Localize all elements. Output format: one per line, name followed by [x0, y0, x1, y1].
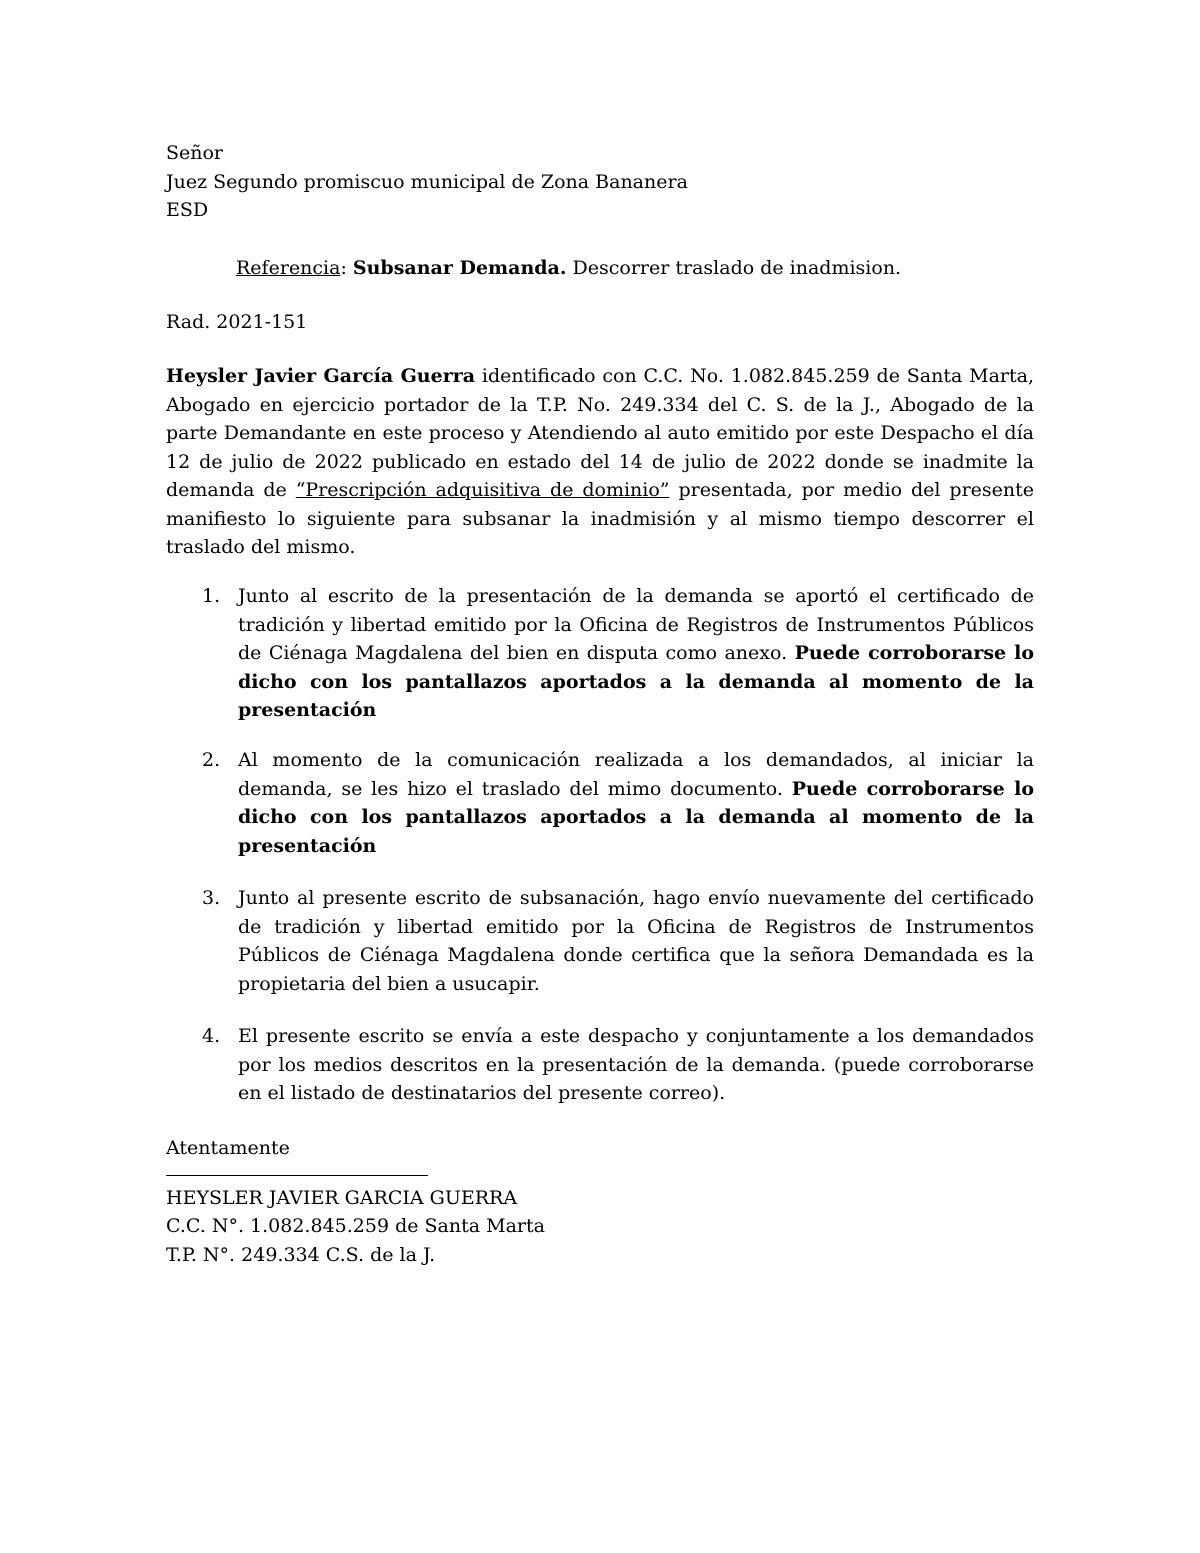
case-type: “Prescripción adquisitiva de dominio”	[295, 479, 670, 501]
signature-line	[166, 1163, 428, 1176]
list-item-number: 1.	[202, 585, 221, 607]
signer-name: HEYSLER JAVIER GARCIA GUERRA	[166, 1186, 518, 1209]
reference-label: Referencia	[236, 257, 341, 279]
intro-paragraph	[166, 362, 1034, 562]
recipient: Juez Segundo promiscuo municipal de Zona Bananera	[166, 170, 688, 193]
intro-text-2: presentada, por medio del presente manifiesto lo siguiente para subsanar la inadmisión y al mismo tiempo descorrer el traslado del mismo.	[166, 479, 1035, 558]
esd-line: ESD	[166, 199, 209, 221]
list-item-text: Junto al presente escrito de subsanación, hago envío nuevamente del certificado de tradición y libertad emitido por la Oficina de Registros de Instrumentos Públicos de Ciénaga Magdalena donde certifica que la señora Demandada es la propietaria del bien a usucapir.	[238, 887, 1034, 995]
reference-subject-rest: Descorrer traslado de inadmision.	[566, 257, 902, 279]
signer-id: C.C. N°. 1.082.845.259 de Santa Marta	[166, 1215, 545, 1237]
intro-text-1: identificado con C.C. No. 1.082.845.259 de Santa Marta, Abogado en ejercicio portador de la T.P. No. 249.334 del C. S. de la J., Abogado de la parte Demandante en este proceso y Atendiendo al auto emitido por este Despacho el día 12 de julio de 2022 publicado en estado del 14 de julio de 2022 donde se inadmite la demanda de	[166, 365, 1034, 501]
closing	[166, 1134, 1034, 1269]
radicado: Rad. 2021-151	[166, 311, 308, 333]
lawyer-name: Heysler Javier García Guerra	[166, 365, 476, 387]
signer-tp: T.P. N°. 249.334 C.S. de la J.	[166, 1243, 436, 1266]
letter-header	[166, 139, 1034, 225]
salutation: Señor	[166, 142, 224, 164]
list-item-text: Junto al escrito de la presentación de la demanda se aportó el certificado de tradición y libertad emitido por la Oficina de Registros de Instrumentos Públicos de Ciénaga Magdalena del bien en disputa como anexo. Puede corroborarse lo dicho con los pantallazos aportados a la demanda al momento de la presentación	[238, 585, 1034, 721]
farewell: Atentamente	[166, 1137, 290, 1159]
reference-line: Referencia: Subsanar Demanda. Descorrer traslado de inadmision.	[236, 257, 902, 279]
list-item-number: 3.	[202, 887, 221, 909]
list-item-text: El presente escrito se envía a este despacho y conjuntamente a los demandados por los medios descritos en la presentación de la demanda. (puede corroborarse en el listado de destinatarios del presente correo).	[238, 1025, 1034, 1104]
list-item-text: Al momento de la comunicación realizada a los demandados, al iniciar la demanda, se les hizo el traslado del mimo documento. Puede corroborarse lo dicho con los pantallazos aportados a la demanda al momento de la presentación	[238, 749, 1034, 857]
reference-subject: Subsanar Demanda.	[352, 257, 567, 279]
list-item-number: 2.	[202, 749, 221, 771]
list-item-number: 4.	[202, 1025, 221, 1047]
